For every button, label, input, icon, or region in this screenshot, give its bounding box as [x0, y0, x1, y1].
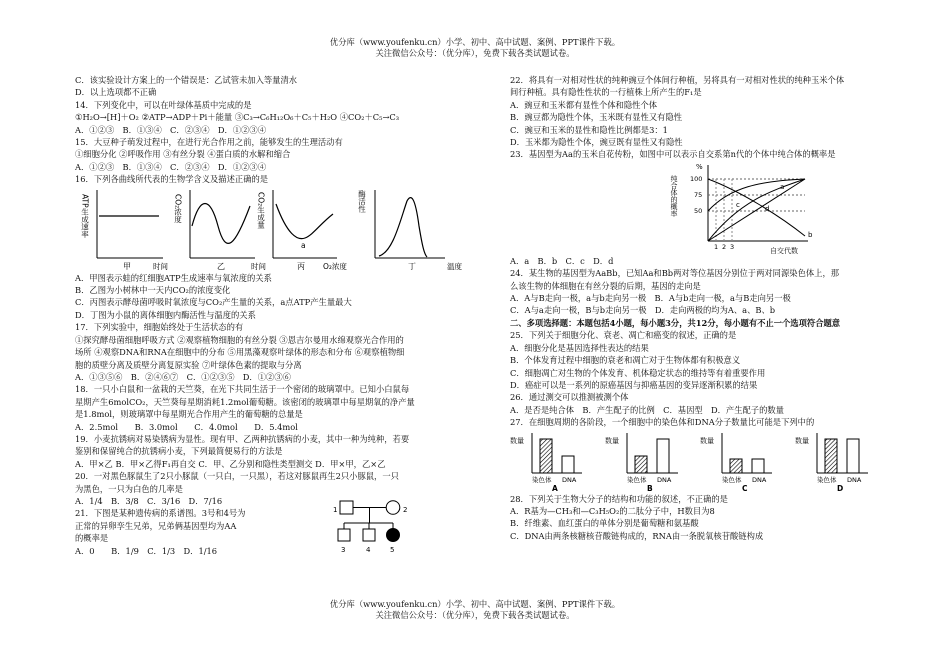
graph-bing-ylabel: CO₂生成量 [256, 191, 266, 229]
q28-option-c: C．DNA由两条核糖核苷酸链构成的，RNA由一条脱氧核苷酸链构成 [510, 530, 764, 541]
right-column [510, 74, 915, 542]
q27-a-letter: A [552, 483, 558, 493]
q22-line-1: 22．将具有一对相对性状的纯种豌豆个体间行种植，另将具有一对相对性状的纯种玉米个体 [510, 75, 845, 85]
q26-stem: 26．通过测交可以推测被测个体 [510, 392, 629, 403]
q16-curves-svg [75, 186, 480, 272]
q23-curve-b [708, 179, 805, 236]
q24-line-3: A．A与B走向一极，a与b走向另一极 B．A与b走向一极，a与B走向另一极 [510, 293, 791, 304]
q27-b-letter: B [647, 483, 653, 493]
graph-bing-point-a: a [301, 240, 306, 250]
q27-b-dna-bar [657, 439, 669, 473]
q27-panel-d [795, 433, 868, 493]
q24-line-2: 么该生物的体细胞在有丝分裂的后期，基因的走向是 [510, 280, 701, 291]
q27-b-dna-label: DNA [657, 475, 672, 484]
q27-bars-svg [510, 429, 915, 493]
q14-items: ①H₂O→[H]＋O₂ ②ATP→ADP＋Pi＋能量 ③C₃→C₆H₁₂O₆＋C₅＋H₂O ④CO₂＋C₅→C₃ [75, 112, 400, 123]
q27-d-letter: D [837, 483, 844, 493]
q21-line-3: 的概率是 [75, 533, 109, 544]
q21-line-1: 21．下图是某种遗传病的系谱图。3号和4号为 [75, 508, 246, 519]
q24-line-4: C．A与a走向一极，B与b走向另一极 D．走向两极的均为A、a、B、b [510, 305, 776, 316]
graph-yi-ylabel: CO₂浓度 [173, 193, 183, 223]
q26-options: A．是否是纯合体 B．产生配子的比例 C．基因型 D．产生配子的数量 [510, 404, 784, 415]
pedigree-affected-female-5 [387, 529, 400, 542]
graph-ding-caption: 丁 [408, 261, 416, 271]
q27-a-chrom-label: 染色体 [532, 475, 552, 484]
q27-c-dna-label: DNA [752, 475, 767, 484]
q27-panel-b [605, 433, 678, 493]
q27-c-ylabel: 数量 [700, 436, 714, 445]
q27-a-dna-bar [562, 456, 574, 473]
graph-ding-ylabel: 酶活性 [357, 189, 367, 213]
q23-label-a: a [780, 182, 785, 191]
q16-figure [75, 186, 480, 272]
q23-curve-d [708, 179, 805, 241]
q18-options: A．2.5mol B．3.0mol C．4.0mol D．5.4mol [75, 421, 298, 432]
pedigree-label-3: 3 [341, 546, 346, 555]
q16-stem: 16．下列各曲线所代表的生物学含义及描述正确的是 [75, 174, 269, 185]
pedigree-label-2: 2 [403, 506, 408, 515]
q23-ytick-50: 50 [694, 206, 703, 215]
graph-yi [173, 190, 266, 271]
q17-line-2: 场所 ④观察DNA和RNA在细胞中的分布 ⑤用黑藻观察叶绿体的形态和分布 ⑥观察植物细 [75, 347, 405, 358]
footer-line-2: 关注微信公众号：（优分库），免费下载各类试题试卷。 [375, 610, 575, 620]
graph-yi-curve [192, 203, 250, 243]
pedigree-label-1: 1 [333, 506, 338, 515]
q17-options: A．①③⑤⑥ B．②④⑥⑦ C．①②③⑤ D．①②③⑥ [75, 371, 291, 382]
q16-option-c: C．丙图表示酵母菌呼吸时氧浓度与CO₂产生量的关系，a点ATP产生量最大 [75, 297, 352, 308]
q17-line-1: ①探究酵母菌细胞呼吸方式 ②观察植物细胞的有丝分裂 ③恩吉尔曼用水绵观察光合作用的 [75, 334, 404, 345]
q23-graph-svg [670, 161, 830, 255]
graph-ding-xlabel: 温度 [447, 261, 462, 271]
q25-stem: 25．下列关于细胞分化、衰老、凋亡和癌变的叙述，正确的是 [510, 330, 737, 341]
q23-figure [510, 161, 915, 255]
q25-option-c: C．细胞凋亡对生物的个体发育、机体稳定状态的维持等有着重要作用 [510, 367, 766, 378]
q27-c-letter: C [742, 483, 748, 493]
q20-line-2: 为黑色，一只为白色的几率是 [75, 483, 183, 494]
q13-option-d: D．以上选项都不正确 [75, 87, 157, 98]
q17-line-3: 胞的质壁分离及质壁分离复原实验 ⑦叶绿体色素的提取与分离 [75, 359, 302, 370]
q27-b-chromosome-bar [635, 456, 647, 473]
q23-ytick-75: 75 [694, 190, 703, 199]
header-line-1: 优分库（www.youfenku.cn）小学、初中、高中试题、案例、PPT课件下载。 [329, 37, 621, 47]
q27-d-ylabel: 数量 [795, 436, 809, 445]
graph-ding [357, 188, 462, 270]
q23-ytick-100: 100 [690, 174, 703, 183]
q20-line-1: 20．一对黑色豚鼠生了2只小豚鼠（一只白，一只黑），若这对豚鼠再生2只小豚鼠，一只 [75, 471, 399, 482]
q27-a-dna-label: DNA [562, 475, 577, 484]
q23-xtick-3: 3 [730, 242, 735, 251]
section-2-heading: 二、多项选择题：本题包括4小题，每小题3分，共12分，每小题有不止一个选项符合题意 [510, 317, 841, 328]
q22-option-d: D．玉米都为隐性个体，豌豆既有显性又有隐性 [510, 137, 683, 148]
q15-stem: 15．大豆种子萌发过程中，在进行光合作用之前，能够发生的生理活动有 [75, 137, 343, 148]
q27-d-dna-label: DNA [847, 475, 862, 484]
graph-jia-caption: 甲 [123, 261, 131, 271]
q27-b-chrom-label: 染色体 [627, 475, 647, 484]
graph-bing-caption: 丙 [297, 261, 305, 271]
q23-label-c: c [736, 200, 740, 209]
q18-line-2: 星期产生6molCO₂，天竺葵每星期消耗1.2mol葡萄糖。该密闭的玻璃罩中每星期氧的净产量 [75, 396, 415, 407]
q16-option-a: A．甲图表示蛙的红细胞ATP生成速率与氧浓度的关系 [75, 272, 272, 283]
q23-ylabel: 纯合体的概率 [670, 174, 678, 217]
page-footer [0, 599, 950, 621]
q19-line-1: 19．小麦抗锈病对易染锈病为显性。现有甲、乙两种抗锈病的小麦，其中一种为纯种，若要 [75, 433, 410, 444]
q27-figure [510, 429, 915, 493]
header-line-2: 关注微信公众号：（优分库），免费下载各类试题试卷。 [375, 48, 575, 58]
graph-ding-curve [379, 197, 427, 256]
pedigree-male-4 [363, 529, 375, 541]
q16-option-b: B．乙图为小树林中一天内CO₂的浓度变化 [75, 285, 231, 296]
q15-options: A．①②③ B．①③④ C．②③④ D．①②③④ [75, 161, 267, 172]
q14-options: A．①②③ B．①③④ C．②③④ D．①②③④ [75, 124, 267, 135]
q27-c-chromosome-bar [730, 459, 742, 473]
q28-option-a: A．R基为—CH₃和—C₃H₅O₂的二肽分子中，H数目为8 [510, 505, 715, 516]
graph-bing-xlabel: O₂浓度 [323, 261, 347, 271]
graph-yi-xlabel: 时间 [251, 261, 266, 271]
q13-option-c: C．该实验设计方案上的一个错误是：乙试管未加入等量清水 [75, 75, 298, 85]
q24-line-1: 24．某生物的基因型为AaBb，已知Aa和Bb两对等位基因分别位于两对同源染色体上，那 [510, 268, 840, 279]
q27-c-chrom-label: 染色体 [722, 475, 742, 484]
q22-option-a: A．豌豆和玉米都有显性个体和隐性个体 [510, 99, 658, 110]
q28-stem: 28．下列关于生物大分子的结构和功能的叙述，不正确的是 [510, 493, 728, 504]
q27-a-ylabel: 数量 [510, 436, 524, 445]
q20-options: A．1/4 B．3/8 C．3/16 D．7/16 [75, 495, 223, 506]
q25-option-a: A．细胞分化是基因选择性表达的结果 [510, 342, 649, 353]
q22-option-b: B．豌豆都为隐性个体，玉米既有显性又有隐性 [510, 112, 683, 123]
q25-option-b: B．个体发育过程中细胞的衰老和凋亡对于生物体都有积极意义 [510, 355, 741, 366]
q14-stem: 14．下列变化中，可以在叶绿体基质中完成的是 [75, 99, 252, 110]
graph-bing-curve [276, 204, 333, 239]
q23-percent: % [696, 162, 703, 171]
q16-option-d: D．丁图为小鼠的离体细胞内酶活性与温度的关系 [75, 309, 256, 320]
pedigree-male-1 [340, 501, 353, 514]
q23-label-b: b [808, 230, 813, 239]
q28-option-b: B．纤维素、血红蛋白的单体分别是葡萄糖和氨基酸 [510, 518, 699, 529]
pedigree-label-5: 5 [390, 546, 395, 555]
q23-xlabel: 自交代数 [770, 246, 798, 255]
footer-line-1: 优分库（www.youfenku.cn）小学、初中、高中试题、案例、PPT课件下载。 [329, 599, 621, 609]
pedigree-female-2 [386, 501, 400, 515]
q27-c-dna-bar [752, 459, 764, 473]
q18-line-3: 是1.8mol，则玻璃罩中每星期光合作用产生的葡萄糖的总量是 [75, 409, 303, 420]
q27-d-chrom-label: 染色体 [817, 475, 837, 484]
q21-options: A．0 B．1/9 C．1/3 D．1/16 [75, 545, 218, 556]
q27-panel-a [510, 433, 582, 493]
q23-xtick-2: 2 [722, 242, 727, 251]
q23-stem: 23．基因型为Aa的玉米自花传粉，如图中可以表示自交系第n代的个体中纯合体的概率是 [510, 149, 836, 160]
pedigree-chart [330, 497, 430, 561]
q27-panel-c [700, 433, 772, 493]
q27-d-chromosome-bar [825, 439, 837, 473]
q27-a-chromosome-bar [540, 439, 552, 473]
q23-xtick-1: 1 [714, 242, 719, 251]
left-column [75, 74, 480, 557]
pedigree-label-4: 4 [366, 546, 371, 555]
q27-b-ylabel: 数量 [605, 436, 619, 445]
q19-options: A．甲×乙 B．甲×乙得F₁再自交 C．甲、乙分别和隐性类型测交 D．甲×甲，乙×乙 [75, 458, 386, 469]
q21-block [75, 507, 480, 557]
page-header [0, 37, 950, 59]
q17-stem: 17．下列实验中，细胞始终处于生活状态的有 [75, 322, 244, 333]
graph-yi-caption: 乙 [217, 261, 225, 271]
q23-label-d: d [765, 204, 770, 213]
q21-line-2: 正常的异卵孪生兄弟，兄弟俩基因型均为AA [75, 520, 237, 531]
q19-line-2: 鉴别和保留纯合的抗锈病小麦，下列最简便易行的方法是 [75, 446, 283, 457]
q27-stem: 27．在细胞周期的各阶段，一个细胞中的染色体和DNA分子数量比可能是下列中的 [510, 417, 815, 428]
q27-d-dna-bar [847, 439, 859, 473]
q18-line-1: 18．一只小白鼠和一盆栽的天竺葵，在光下共同生活于一个密闭的玻璃罩中。已知小白鼠每 [75, 384, 410, 395]
q22-line-2: 间行种植。具有隐性性状的一行植株上所产生的F₁是 [510, 87, 702, 98]
q22-option-c: C．豌豆和玉米的显性和隐性比例都是3：1 [510, 124, 668, 135]
q23-options: A．a B．b C．c D．d [510, 255, 614, 266]
q25-option-d: D．癌症可以是一系列的原癌基因与抑癌基因的变异逐渐积累的结果 [510, 379, 758, 390]
graph-jia-xlabel: 时间 [153, 261, 168, 271]
pedigree-male-3 [338, 529, 350, 541]
graph-jia-ylabel: ATP生成速率 [80, 193, 90, 238]
graph-jia [80, 190, 163, 271]
graph-bing [256, 190, 347, 271]
q15-items: ①细胞分化 ②呼吸作用 ③有丝分裂 ④蛋白质的水解和缩合 [75, 149, 291, 160]
